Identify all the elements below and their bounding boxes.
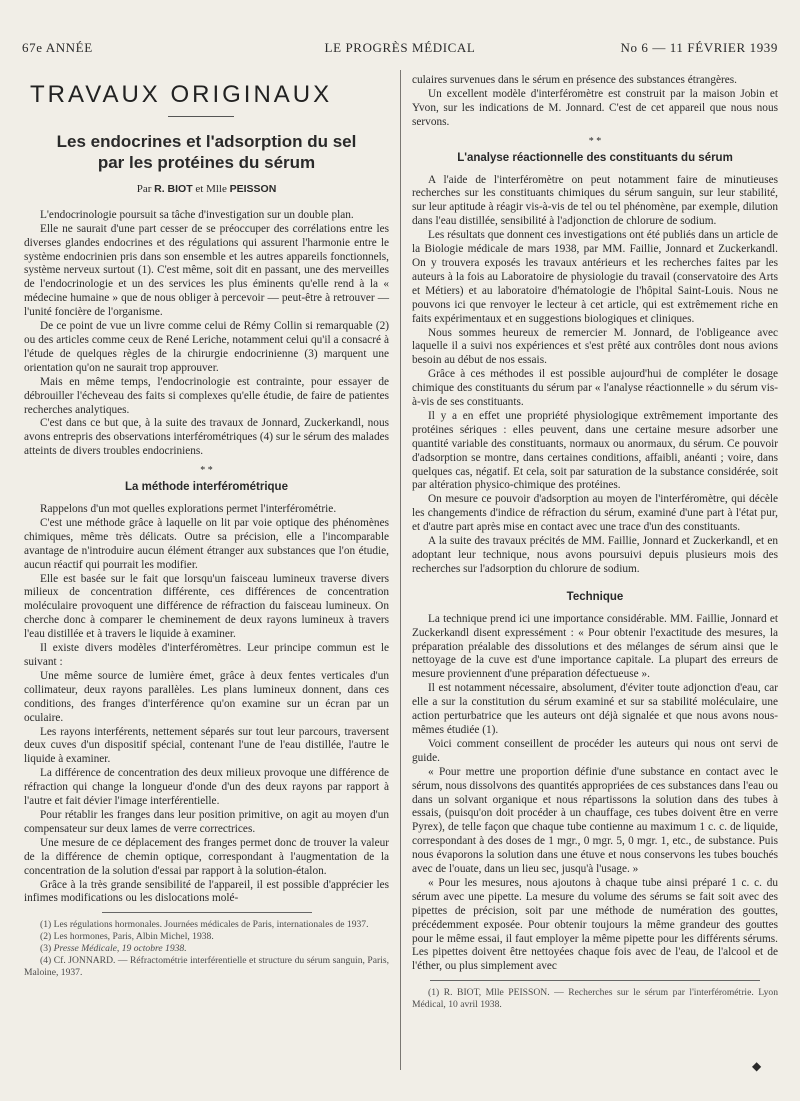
paragraph: Nous sommes heureux de remercier M. Jonnard, de l'obligeance avec laquelle il a suivi nos expériences et s'est prêté aux contrôles dont nous avions besoin au début de nos essais. [412,326,778,367]
paragraph: C'est une méthode grâce à laquelle on lit par voie optique des phénomènes chimiques, même très délicats. Outre sa précision, elle a l'incomparable avantage de n'introduire aucun élément étranger aux substances que l'on étudie, aucun réactif qui pourrait les modifier. [24,516,389,571]
footnote: (3) Presse Médicale, 19 octobre 1938. [40,943,187,955]
section-stars: * * [588,135,602,147]
issue-date: No 6 — 11 FÉVRIER 1939 [620,40,778,55]
paragraph: On mesure ce pouvoir d'adsorption au moyen de l'interféromètre, qui décèle les changements d'indice de réfraction du sérum, examiné d'une part à l'état pur, et d'autre part après mise en contact avec une trace d'un des constituants. [412,493,778,534]
article-title [24,131,389,173]
article-title-line-1: Les endocrines et l'adsorption du sel [56,131,357,151]
paragraph: A l'aide de l'interféromètre on peut notamment faire de minutieuses recherches sur les constituants chimiques du sérum sanguin, sur leur stabilité, sur leur aptitude à réagir vis-à-vis de tel ou tel phénomène, par exemple, dilution dans l'eau distillée, sensibilité à l'adjonction de chlorure de sodium. [412,173,778,228]
paragraph: Grâce à ces méthodes il est possible aujourd'hui de compléter le dosage chimique des constituants du sérum par « l'analyse réactionnelle » du sérum vis-à-vis de ses constituants. [412,368,778,409]
byline-et: et Mlle [195,182,227,195]
footnote-rule [102,912,312,913]
right-column [412,74,778,1011]
paragraph: Les rayons interférents, nettement séparés sur tout leur parcours, traversent deux cuves d'un dispositif spécial, contenant l'une de l'eau distillée, l'autre le liquide à examiner. [24,725,389,766]
paragraph: A la suite des travaux précités de MM. Faillie, Jonnard et Zuckerkandl, et en adoptant leur technique, nous avons poursuivi depuis plusieurs mois des recherches sur l'adsorption du chlorure de sodium. [412,535,778,575]
journal-name: LE PROGRÈS MÉDICAL [324,40,476,55]
paragraph: Elle ne saurait d'une part cesser de se préoccuper des corrélations entre les diverses glandes endocrines et des régulations qui assurent l'harmonie entre le système endocrinien pris dans son ensemble et les autres appareils fonctionnels, système nerveux surtout (1). C'est même, soit dit en passant, une des merveilles de l'endocrinologie et un des services les plus éminents qu'elle rend à la « médecine humaine » que de nous obliger à percevoir — peut-être à retrouver — l'unité foncière de l'organisme. [24,222,389,319]
paragraph: De ce point de vue un livre comme celui de Rémy Collin si remarquable (2) ou des articles comme ceux de René Leriche, notamment celui qu'il a consacré à l'étude de quelques règles de la chirurgie endocrinienne (3) marquent une orientation qu'on ne saurait trop approuver. [24,320,389,374]
left-column [24,74,389,979]
section-stars: * * [200,465,213,477]
volume-year: 67e ANNÉE [22,40,93,55]
paragraph: Une mesure de ce déplacement des franges permet donc de trouver la valeur de la différence de chemin optique, correspondant à l'augmentation de la concentration de la solution d'essai par rapport à la solution-étalon. [24,836,389,877]
subhead-technique: Technique [566,590,624,603]
byline [24,183,389,197]
paragraph: Rappelons d'un mot quelles explorations permet l'interférométrie. [40,503,337,516]
paragraph: La différence de concentration des deux milieux provoque une différence de réfraction qui change la longueur d'onde d'un des deux rayons par rapport à l'autre et fait dévier l'image interférentielle. [24,767,389,808]
paragraph: Voici comment conseillent de procéder les auteurs qui nous ont servi de guide. [412,737,778,764]
paragraph: L'endocrinologie poursuit sa tâche d'investigation sur un double plan. [40,208,354,221]
title-rule [168,116,234,117]
paragraph: Il est notamment nécessaire, absolument, d'éviter toute adjonction d'eau, car elle a sur la constitution du sérum examiné et sur sa stabilité moléculaire, une action perturbatrice que les auteurs ont déjà signalée et que nous avons nous-mêmes étudiée (1). [412,682,778,736]
paragraph: C'est dans ce but que, à la suite des travaux de Jonnard, Zuckerkandl, nous avons entrepris des observations interférométriques (4) sur le sérum des malades atteints de divers troubles endocriniens. [24,417,389,458]
footnote: (2) Les hormones, Paris, Albin Michel, 1938. [40,931,214,943]
article-title-line-2: par les protéines du sérum [97,152,316,172]
paragraph: culaires survenues dans le sérum en présence des substances étrangères. [412,74,737,86]
paragraph: Les résultats que donnent ces investigations ont été publiés dans un article de la Biologie médicale de mars 1938, par MM. Faillie, Jonnard et Zuckerkandl. On y trouvera exposés les travaux antérieurs et les recherches faites par les auteurs à la fois au Laboratoire de physiologie du travail (conservatoire des Arts et Métiers) et au laboratoire d'hématologie de l'hôpital Saint-Louis. Nous ne pouvons ici que renvoyer le lecteur à cet article, qui est extrêmement riche en faits expérimentaux et en suggestions biologiques et cliniques. [412,229,778,325]
subhead-analyse: L'analyse réactionnelle des constituants du sérum [457,151,733,164]
end-diamond-icon: ◆ [752,1059,762,1073]
author-peisson: PEISSON [229,182,277,195]
paragraph: Il existe divers modèles d'interféromètres. Leur principe commun est le suivant : [24,642,389,668]
footnote: (4) Cf. JONNARD. — Réfractométrie interférentielle et structure du sérum sanguin, Paris, Maloine, 1937. [24,955,390,979]
paragraph: La technique prend ici une importance considérable. MM. Faillie, Jonnard et Zuckerkandl disent expressément : « Pour obtenir l'exactitude des mesures, la préparation préalable des dissolutions et des mélanges de sérum ainsi que le nettoyage de la cuve est d'une importance capitale. La plupart des erreurs de mesure proviennent d'une préparation défectueuse ». [412,612,778,681]
byline-par: Par [136,182,152,195]
footnote: (1) R. BIOT, Mlle PEISSON. — Recherches sur le sérum par l'interférométrie. Lyon Médical, 10 avril 1938. [412,987,778,1011]
paragraph: Une même source de lumière émet, grâce à deux fentes verticales d'un collimateur, deux rayons parallèles. Les plans lumineux donnent, dans ces conditions, des franges d'interférence qu'on examine sur un écran par un oculaire. [24,669,389,724]
paragraph: « Pour les mesures, nous ajoutons à chaque tube ainsi préparé 1 c. c. du sérum avec une pipette. La mesure du volume des sérums se fait soit avec des pipettes de précision, soit par une méthode de numération des gouttes, précédemment exposée. Pour obtenir toujours la même grandeur des gouttes pour le même essai, il faut employer la même pipette pour les différents sérums. Les pipettes doivent être nettoyées chaque fois avec de l'eau, de l'alcool et de l'éther, ou plus simplement avec [412,876,778,973]
section-title: TRAVAUX ORIGINAUX [30,81,333,108]
paragraph: Il y a en effet une propriété physiologique extrêmement importante des protéines sériques : elles peuvent, dans une certaine mesure adsorber une quantité variable des constituants, normaux ou anormaux, du sérum. Ce pouvoir d'adsorption se montre, dans certaines conditions, affaibli, anéanti ; voire, dans quelques cas, négatif. Et cela, soit par saturation de la substance considérée, soit par altération physico-chimique des protéines. [412,409,778,492]
author-biot: R. BIOT [154,182,193,195]
paragraph: Grâce à la très grande sensibilité de l'appareil, il est possible d'apprécier les infimes modifications ou les dislocations molé- [24,878,389,905]
subhead-methode: La méthode interférométrique [125,481,288,494]
paragraph: Un excellent modèle d'interféromètre est construit par la maison Jobin et Yvon, sur les indications de M. Jonnard. C'est de cet appareil que nous nous servons. [412,87,778,128]
column-divider [400,70,401,1070]
footnote: (1) Les régulations hormonales. Journées médicales de Paris, internationales de 1937. [40,919,369,931]
paragraph: Pour rétablir les franges dans leur position primitive, on agit au moyen d'un compensateur sur deux lames de verre correctrices. [24,808,389,835]
running-head [22,40,778,58]
paragraph: « Pour mettre une proportion définie d'une substance en contact avec le sérum, nous dissolvons des quantités appropriées de ces substances dans l'eau ou dans un solvant organique et nous répartissons la solution dans des tubes à essais, (puisqu'on doit procéder à un chauffage, ces tubes doivent être en verre Pyrex), de telle façon que chaque tube contienne au maximum 1 c. c. de liquide, correspondant à des doses de 1 mgr., 0 mgr. 5, 0 mgr. 1, etc., de substance. Puis nous évaporons la solution dans une étuve et nous conservons les tubes bouchés avec de l'ouate, dans un lieu sec, jusqu'à l'usage. » [412,765,778,876]
paragraph: Elle est basée sur le fait que lorsqu'un faisceau lumineux traverse divers milieux de concentration différente, ces différences de concentration moléculaire provoquent une différence de réfraction du faisceau lumineux. On cherche donc à comparer le cheminement de deux rayons lumineux à travers l'eau distillée et à travers le liquide à examiner. [24,572,389,641]
footnote-rule [430,980,760,981]
paragraph: Mais en même temps, l'endocrinologie est contrainte, pour essayer de débrouiller l'écheveau des faits si complexes qu'elle étudie, de faire de patientes recherches analytiques. [24,375,389,416]
